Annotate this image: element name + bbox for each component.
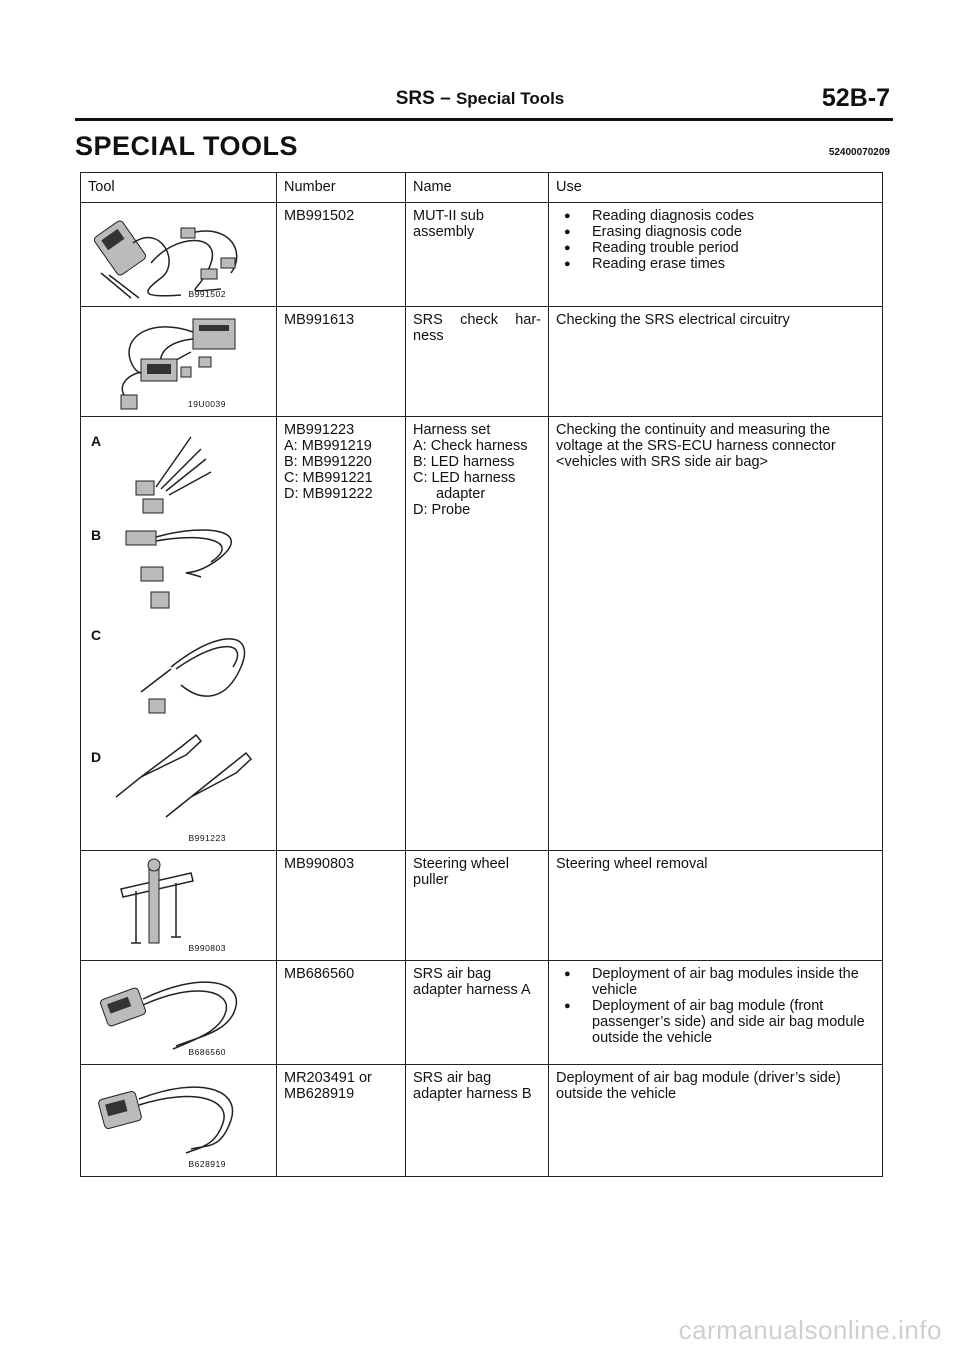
header-title-main: SRS — [395, 88, 435, 109]
tool-number: MR203491 or — [284, 1070, 372, 1086]
tool-use-cell — [549, 851, 883, 961]
use-text: Checking the SRS electrical circuitry — [556, 312, 790, 328]
header-title-dash: – — [440, 88, 451, 109]
tool-image-code: B991502 — [188, 289, 226, 299]
tool-name-line: ness — [413, 328, 444, 344]
tool-name-line: SRS check har- — [413, 312, 541, 328]
tool-name-line: C: LED harness — [413, 470, 516, 486]
use-text: Deployment of air bag module (driver’s side) outside the vehicle — [556, 1070, 841, 1102]
tool-name-line: Harness set — [413, 422, 491, 438]
table-header-row — [81, 173, 883, 203]
tool-number: MB991502 — [284, 208, 355, 224]
tool-name-line: A: Check harness — [413, 438, 528, 454]
tool-image-code: B686560 — [188, 1047, 226, 1057]
table-row — [81, 417, 883, 851]
tool-number-cell — [277, 417, 406, 851]
table-row — [81, 1065, 883, 1177]
tool-number: A: MB991219 — [284, 438, 372, 454]
column-header-tool: Tool — [81, 173, 277, 203]
part-letter: A — [91, 433, 102, 449]
tool-image-cell — [81, 307, 277, 417]
adapter-harness-a-icon — [81, 961, 277, 1065]
tool-number-cell — [277, 307, 406, 417]
tool-name-cell — [406, 203, 549, 307]
tool-use-cell — [549, 307, 883, 417]
table-row — [81, 851, 883, 961]
column-header-number: Number — [277, 173, 406, 203]
tool-name-cell — [406, 961, 549, 1065]
tool-use-cell — [549, 203, 883, 307]
header-title-sub: Special Tools — [455, 89, 565, 108]
section-code: 52400070209 — [828, 147, 890, 158]
tool-number: MB628919 — [284, 1086, 355, 1102]
tool-use-cell — [549, 417, 883, 851]
tool-name-line: SRS air bag — [413, 966, 492, 982]
tool-name-line: B: LED harness — [413, 454, 515, 470]
adapter-harness-b-icon — [81, 1065, 277, 1177]
header-rule — [75, 118, 893, 121]
tool-image-cell — [81, 203, 277, 307]
table-row — [81, 307, 883, 417]
tool-use-cell — [549, 1065, 883, 1177]
tool-name-line: adapter — [436, 486, 486, 502]
use-bullet: ● Reading trouble period — [556, 240, 875, 256]
tool-image-code: 19U0039 — [187, 399, 226, 409]
use-bullet: ● Reading diagnosis codes — [556, 208, 875, 224]
special-tools-table — [80, 172, 883, 1177]
tool-name-cell — [406, 1065, 549, 1177]
use-bullet: ● Deployment of air bag module (front passenger’s side) and side air bag module outside the vehicle — [556, 998, 875, 1046]
use-text: Checking the continuity and measuring the voltage at the SRS-ECU harness connector <vehicles with SRS side air bag> — [556, 422, 836, 470]
tool-number: MB686560 — [284, 966, 355, 982]
tool-name-cell — [406, 417, 549, 851]
tool-name-cell — [406, 851, 549, 961]
tool-number: C: MB991221 — [284, 470, 373, 486]
check-harness-icon — [81, 307, 277, 417]
tool-name-cell — [406, 307, 549, 417]
tool-number: MB991613 — [284, 312, 355, 328]
tool-name-line: Steering wheel — [413, 856, 509, 872]
mut-ii-tester-icon — [81, 203, 277, 307]
tool-number-cell — [277, 961, 406, 1065]
header-title — [0, 88, 960, 110]
use-bullet: ● Reading erase times — [556, 256, 875, 272]
tool-name-line: SRS air bag — [413, 1070, 492, 1086]
tool-image-code: B991223 — [188, 833, 226, 843]
tool-name-line: MUT-II sub — [413, 208, 484, 224]
tool-name-line: assembly — [413, 224, 475, 240]
tool-number: MB991223 — [284, 422, 355, 438]
tool-number: B: MB991220 — [284, 454, 372, 470]
tool-number: D: MB991222 — [284, 486, 373, 502]
part-letter: B — [91, 527, 102, 543]
tool-number: MB990803 — [284, 856, 355, 872]
tool-image-cell — [81, 417, 277, 851]
tool-image-code: B990803 — [188, 943, 226, 953]
tool-number-cell — [277, 203, 406, 307]
part-letter: C — [91, 627, 102, 643]
tool-number-cell — [277, 851, 406, 961]
table-row — [81, 203, 883, 307]
tool-name-line: adapter harness B — [413, 1086, 532, 1102]
use-bullet: ● Erasing diagnosis code — [556, 224, 875, 240]
harness-set-icon — [81, 417, 277, 851]
tool-image-cell — [81, 851, 277, 961]
tool-name-line: puller — [413, 872, 449, 888]
table-row — [81, 961, 883, 1065]
column-header-name: Name — [406, 173, 549, 203]
use-bullet: ● Deployment of air bag modules inside the vehicle — [556, 966, 875, 998]
tool-use-cell — [549, 961, 883, 1065]
tool-image-code: B628919 — [188, 1159, 226, 1169]
tool-name-line: adapter harness A — [413, 982, 531, 998]
column-header-use: Use — [549, 173, 883, 203]
tool-image-cell — [81, 1065, 277, 1177]
section-title: SPECIAL TOOLS — [75, 131, 299, 161]
part-letter: D — [91, 749, 102, 765]
tool-name-line: D: Probe — [413, 502, 471, 518]
tool-number-cell — [277, 1065, 406, 1177]
page-number: 52B-7 — [821, 84, 890, 112]
use-text: Steering wheel removal — [556, 856, 708, 872]
tool-image-cell — [81, 961, 277, 1065]
wheel-puller-icon — [81, 851, 277, 961]
watermark: carmanualsonline.info — [678, 1315, 942, 1345]
